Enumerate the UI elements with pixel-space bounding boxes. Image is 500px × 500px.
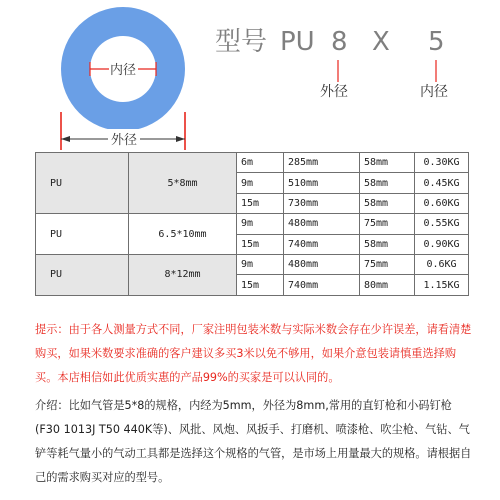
diameter-cell: 58mm: [360, 173, 415, 193]
length-cell: 15m: [237, 234, 284, 254]
length-cell: 15m: [237, 193, 284, 213]
spec-table: [35, 152, 469, 296]
diameter-cell: 58mm: [360, 153, 415, 173]
length-cell: 9m: [237, 214, 284, 234]
diameter-cell: 75mm: [360, 254, 415, 274]
weight-cell: 0.55KG: [415, 214, 469, 234]
weight-cell: 0.45KG: [415, 173, 469, 193]
size-cell: 5*8mm: [129, 153, 237, 214]
length-cell: 15m: [237, 275, 284, 295]
material-cell: PU: [36, 214, 129, 255]
table-row: [36, 214, 469, 234]
weight-cell: 0.90KG: [415, 234, 469, 254]
length-cell: 9m: [237, 254, 284, 274]
outer-arrow-right: [176, 136, 185, 142]
meters-cell: 740mm: [284, 234, 360, 254]
size-cell: 6.5*10mm: [129, 214, 237, 255]
inner-caption: 内径: [420, 84, 448, 100]
model-separator: X: [372, 27, 390, 57]
meters-cell: 510mm: [284, 173, 360, 193]
inner-diameter-label: 内径: [109, 63, 137, 78]
table-row: [36, 153, 469, 173]
diameter-cell: 58mm: [360, 234, 415, 254]
weight-cell: 0.60KG: [415, 193, 469, 213]
diameter-cell: 80mm: [360, 275, 415, 295]
outer-caption: 外径: [320, 84, 348, 100]
length-cell: 6m: [237, 153, 284, 173]
material-cell: PU: [36, 254, 129, 295]
meters-cell: 480mm: [284, 254, 360, 274]
notice-text: 提示：由于各人测量方式不同，厂家注明包装米数与实际米数会存在少许误差，请看清楚购买，如果米数要求准确的客户建议多买3米以免不够用，如果介意包装请慎重选择购买。本店相信如此优质实惠的产品99%的买家是可以认同的。: [35, 323, 472, 384]
intro-text: 介绍：比如气管是5*8的规格，内经为5mm，外径为8mm,常用的直钉枪和小码钉枪(F30 1013J T50 440K等)、风批、风炮、风扳手、打磨机、喷漆枪、吹尘枪、气钻、气铲等耗气量小的气动工具都是选择这个规格的气管，是市场上用量最大的规格。请根据自己的需求购买对应的型号。: [35, 399, 472, 484]
outer-diameter-label: 外径: [110, 133, 138, 148]
diameter-cell: 75mm: [360, 214, 415, 234]
meters-cell: 740mm: [284, 275, 360, 295]
weight-cell: 0.6KG: [415, 254, 469, 274]
model-label: 型号: [215, 27, 268, 57]
outer-arrow-left: [61, 136, 70, 142]
material-cell: PU: [36, 153, 129, 214]
meters-cell: 730mm: [284, 193, 360, 213]
weight-cell: 0.30KG: [415, 153, 469, 173]
model-material: PU: [280, 27, 315, 57]
model-outer-value: 8: [331, 27, 348, 57]
table-row: [36, 254, 469, 274]
length-cell: 9m: [237, 173, 284, 193]
weight-cell: 1.15KG: [415, 275, 469, 295]
model-inner-value: 5: [428, 27, 445, 57]
size-cell: 8*12mm: [129, 254, 237, 295]
meters-cell: 480mm: [284, 214, 360, 234]
diameter-cell: 58mm: [360, 193, 415, 213]
meters-cell: 285mm: [284, 153, 360, 173]
